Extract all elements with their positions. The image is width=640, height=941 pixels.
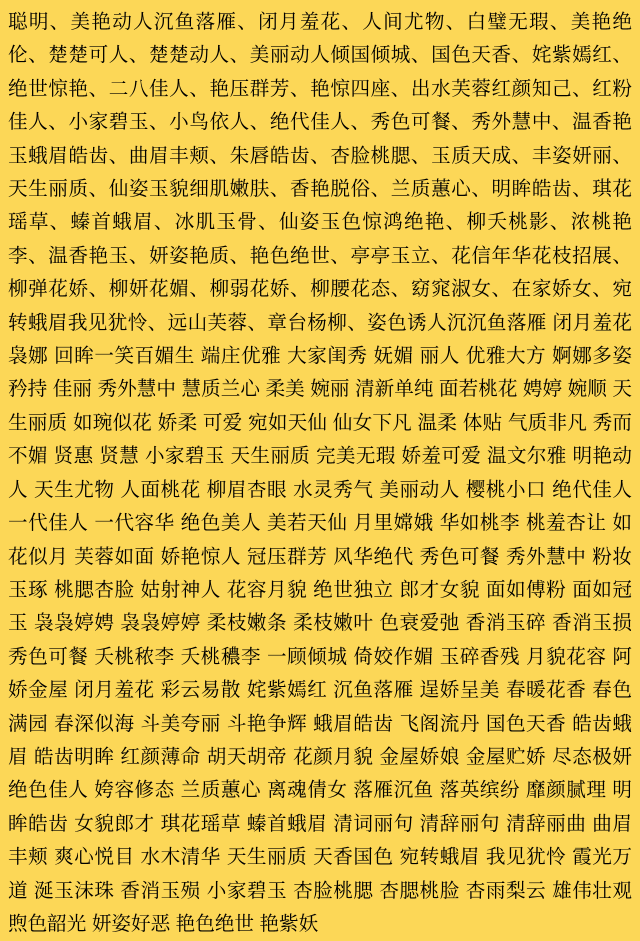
document-body-text: 聪明、美艳动人沉鱼落雁、闭月羞花、人间尤物、白璧无瑕、美艳绝伦、楚楚可人、楚楚动人、美丽动人倾国倾城、国色天香、姹紫嫣红、绝世惊艳、二八佳人、艳压群芳、艳惊四座、出水芙蓉红颜知己、红粉佳人、小家碧玉、小鸟依人、绝代佳人、秀色可餐、秀外慧中、温香艳玉蛾眉皓齿、曲眉丰颊、朱唇皓齿、杏脸桃腮、玉质天成、丰姿妍丽、天生丽质、仙姿玉貌细肌嫩肤、香艳脱俗、兰质蕙心、明眸皓齿、琪花瑶草、螓首蛾眉、冰肌玉骨、仙姿玉色惊鸿绝艳、柳夭桃影、浓桃艳李、温香艳玉、妍姿艳质、艳色绝世、亭亭玉立、花信年华花枝招展、柳弹花娇、柳妍花媚、柳弱花娇、柳腰花态、窈窕淑女、在家娇女、宛转蛾眉我见犹怜、远山芙蓉、章台杨柳、姿色诱人沉沉鱼落雁 闭月羞花 袅娜 回眸一笑百媚生 端庄优雅 大家闺秀 妩媚 丽人 优雅大方 婀娜多姿 矜持 佳丽 秀外慧中 慧质兰心 柔美 婉丽 清新单纯 面若桃花 娉婷 婉顺 天生丽质 如琬似花 娇柔 可爱 宛如天仙 仙女下凡 温柔 体贴 气质非凡 秀而不媚 贤惠 贤慧 小家碧玉 天生丽质 完美无瑕 娇羞可爱 温文尔雅 明艳动人 天生尤物 人面桃花 柳眉杏眼 水灵秀气 美丽动人 樱桃小口 绝代佳人 一代佳人 一代容华 绝色美人 美若天仙 月里嫦娥 华如桃李 桃羞杏让 如花似月 芙蓉如面 娇艳惊人 冠压群芳 风华绝代 秀色可餐 秀外慧中 粉妆玉琢 桃腮杏脸 姑射神人 花容月貌 绝世独立 郎才女貌 面如傅粉 面如冠玉 袅袅婷娉 袅袅婷婷 柔枝嫩条 柔枝嫩叶 色衰爱弛 香消玉碎 香消玉损 秀色可餐 夭桃秾李 夭桃穠李 一顾倾城 倚姣作媚 玉碎香残 月貌花容 阿娇金屋 闭月羞花 彩云易散 姹紫嫣红 沉鱼落雁 逞娇呈美 春暖花香 春色满园 春深似海 斗美夸丽 斗艳争辉 蛾眉皓齿 飞阁流丹 国色天香 皓齿蛾眉 皓齿明眸 红颜薄命 胡天胡帝 花颜月貌 金屋娇娘 金屋贮娇 尽态极妍 绝色佳人 姱容修态 兰质蕙心 离魂倩女 落雁沉鱼 落英缤纷 靡颜腻理 明眸皓齿 女貌郎才 琪花瑶草 螓首蛾眉 清词丽句 清辞丽句 清辞丽曲 曲眉丰颊 爽心悦目 水木清华 天生丽质 天香国色 宛转蛾眉 我见犹怜 霞光万道 涎玉沫珠 香消玉殒 小家碧玉 杏脸桃腮 杏腮桃脸 杏雨梨云 雄伟壮观 煦色韶光 妍姿好恶 艳色绝世 艳紫妖 xyxy=(8,11,632,935)
